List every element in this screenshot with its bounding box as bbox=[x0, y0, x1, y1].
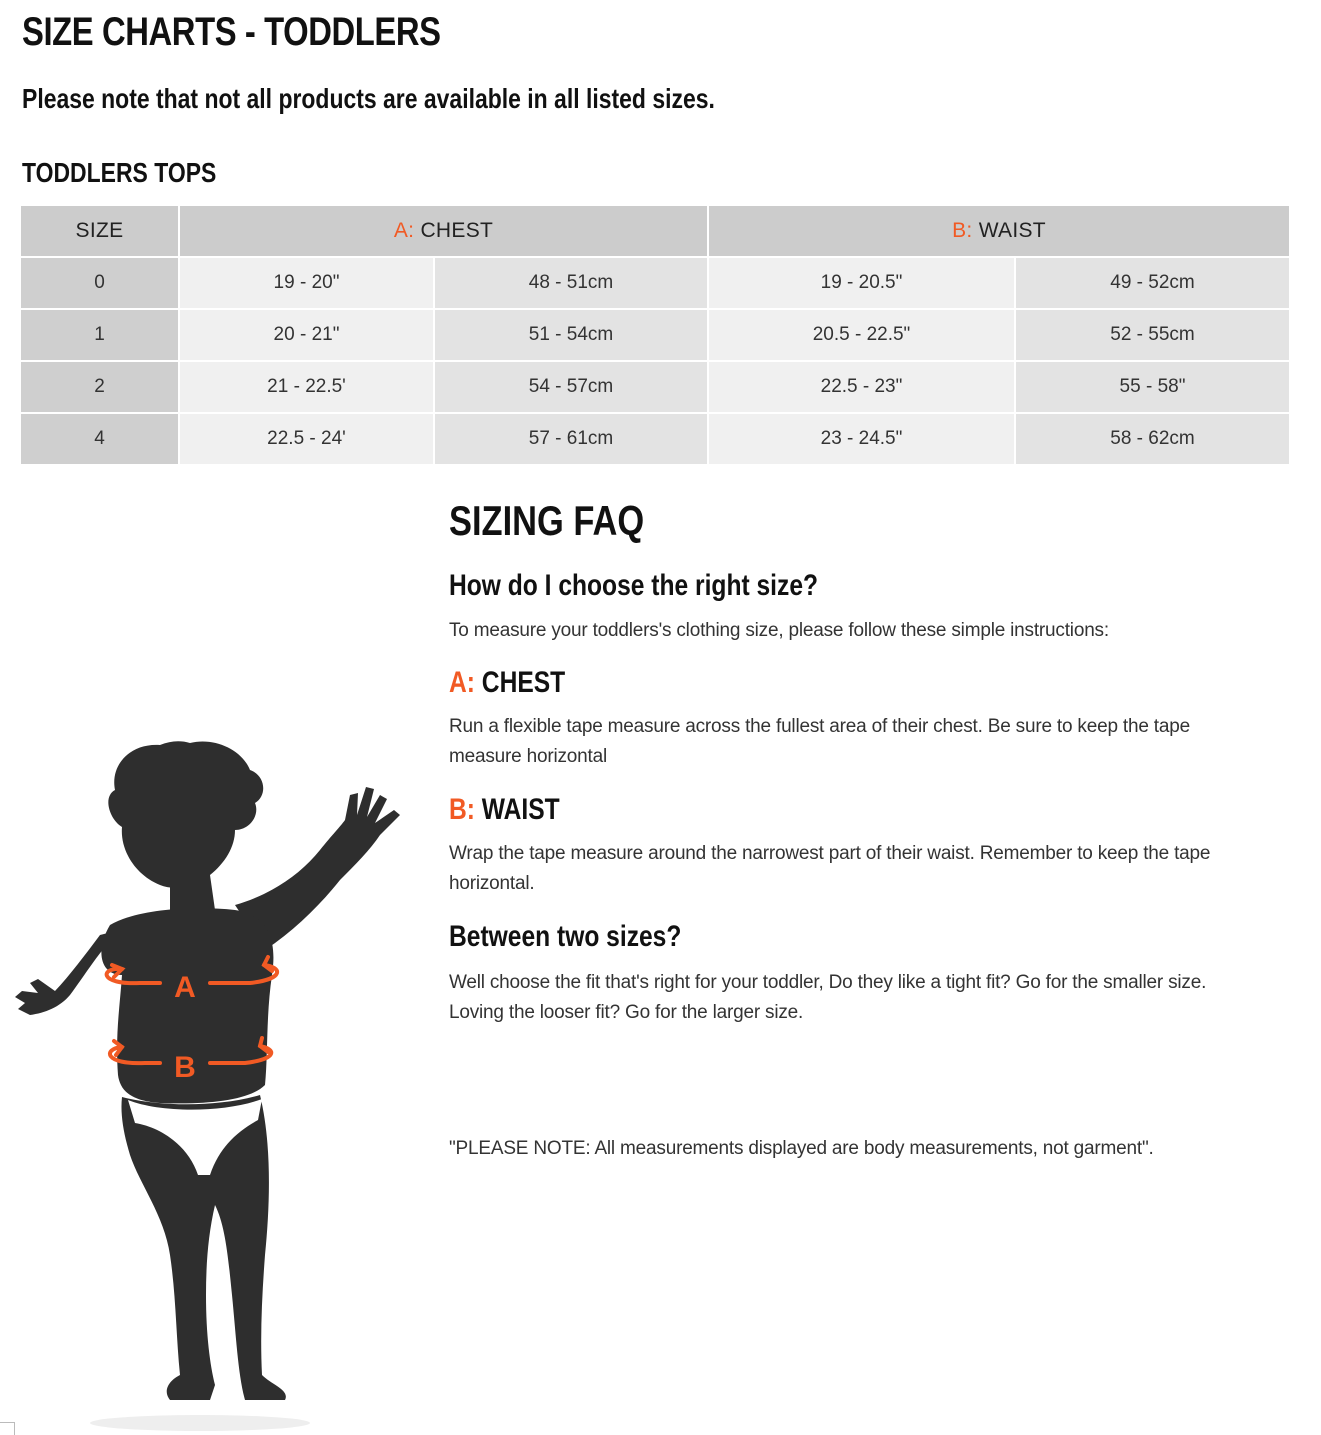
table-header-row bbox=[21, 206, 1289, 257]
cell-waist-inches: 20.5 - 22.5" bbox=[708, 309, 1015, 361]
cell-chest-cm: 51 - 54cm bbox=[434, 309, 708, 361]
page-title: SIZE CHARTS - TODDLERS bbox=[22, 10, 441, 54]
header-waist-letter: B: bbox=[952, 219, 973, 242]
header-chest-label: CHEST bbox=[420, 219, 494, 242]
header-chest bbox=[179, 206, 708, 257]
cell-waist-inches: 19 - 20.5" bbox=[708, 257, 1015, 309]
faq-chest-heading bbox=[449, 665, 565, 701]
size-chart-table bbox=[21, 206, 1289, 466]
cell-waist-inches: 22.5 - 23" bbox=[708, 361, 1015, 413]
header-chest-letter: A: bbox=[393, 219, 415, 242]
header-waist bbox=[708, 206, 1289, 257]
table-row bbox=[21, 257, 1289, 309]
faq-question-right-size: How do I choose the right size? bbox=[449, 569, 819, 602]
faq-question-between-sizes: Between two sizes? bbox=[449, 920, 682, 953]
toddler-measurement-figure bbox=[10, 735, 420, 1435]
faq-waist-text: Wrap the tape measure around the narrowest part of their waist. Remember to keep the tape horizontal. bbox=[449, 843, 1211, 894]
faq-title: SIZING FAQ bbox=[449, 497, 645, 544]
header-size: SIZE bbox=[21, 206, 179, 257]
cell-waist-inches: 23 - 24.5" bbox=[708, 413, 1015, 465]
faq-chest-text: Run a flexible tape measure across the fullest area of their chest. Be sure to keep the tape measure horizontal bbox=[449, 716, 1190, 767]
faq-answer-right-size: To measure your toddlers's clothing size, please follow these simple instructions: bbox=[449, 620, 1109, 641]
measurement-disclaimer: "PLEASE NOTE: All measurements displayed are body measurements, not garment". bbox=[449, 1138, 1154, 1159]
cell-waist-cm: 52 - 55cm bbox=[1015, 309, 1289, 361]
table-row bbox=[21, 309, 1289, 361]
cell-size: 2 bbox=[21, 361, 179, 413]
section-title-toddlers-tops: TODDLERS TOPS bbox=[22, 157, 217, 188]
label-a: A bbox=[174, 971, 196, 1004]
cell-chest-inches: 22.5 - 24' bbox=[179, 413, 434, 465]
faq-answer-between-sizes: Well choose the fit that's right for your toddler, Do they like a tight fit? Go for the smaller size. Loving the looser fit? Go for the larger size. bbox=[449, 972, 1207, 1023]
cell-chest-inches: 20 - 21" bbox=[179, 309, 434, 361]
toddler-silhouette-icon bbox=[15, 741, 400, 1400]
cell-chest-cm: 54 - 57cm bbox=[434, 361, 708, 413]
cell-chest-inches: 19 - 20" bbox=[179, 257, 434, 309]
table-row bbox=[21, 361, 1289, 413]
table-row bbox=[21, 413, 1289, 465]
availability-note: Please note that not all products are available in all listed sizes. bbox=[22, 83, 715, 114]
cell-chest-cm: 57 - 61cm bbox=[434, 413, 708, 465]
cell-size: 1 bbox=[21, 309, 179, 361]
header-waist-label: WAIST bbox=[978, 219, 1046, 242]
cell-chest-inches: 21 - 22.5' bbox=[179, 361, 434, 413]
cell-chest-cm: 48 - 51cm bbox=[434, 257, 708, 309]
label-b: B bbox=[174, 1051, 196, 1084]
chest-letter: A: bbox=[449, 666, 475, 699]
corner-mark bbox=[0, 1422, 15, 1435]
floor-shadow bbox=[90, 1415, 310, 1431]
cell-size: 4 bbox=[21, 413, 179, 465]
cell-waist-cm: 55 - 58" bbox=[1015, 361, 1289, 413]
faq-waist-heading bbox=[449, 792, 560, 828]
waist-label: WAIST bbox=[481, 793, 560, 826]
waist-letter: B: bbox=[449, 793, 475, 826]
cell-size: 0 bbox=[21, 257, 179, 309]
cell-waist-cm: 58 - 62cm bbox=[1015, 413, 1289, 465]
cell-waist-cm: 49 - 52cm bbox=[1015, 257, 1289, 309]
chest-label: CHEST bbox=[481, 666, 566, 699]
